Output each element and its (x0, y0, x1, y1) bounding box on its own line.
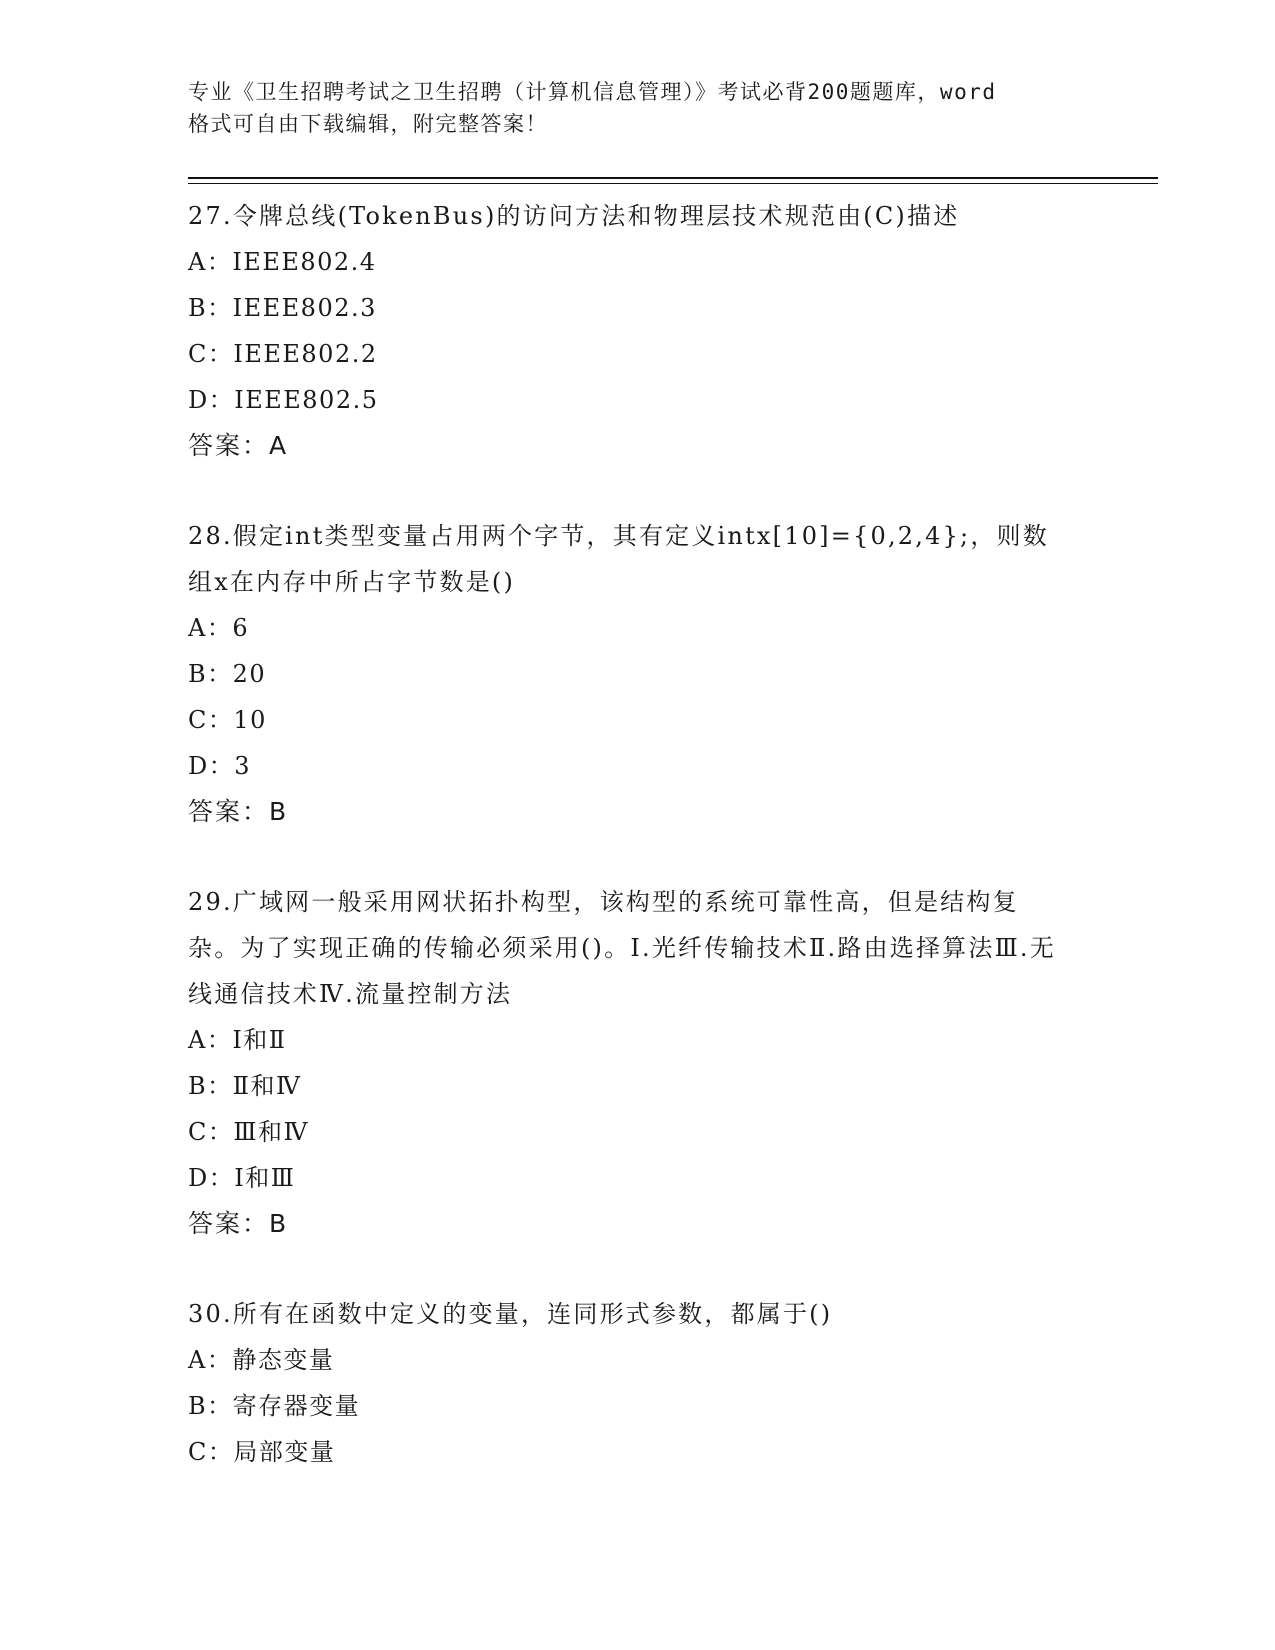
option-c: C：Ⅲ和Ⅳ (188, 1118, 309, 1146)
question-list (188, 193, 1158, 1475)
question-27 (188, 193, 1158, 469)
answer-line (188, 789, 1158, 835)
option-c: C：10 (188, 706, 267, 734)
question-text: 28.假定int类型变量占用两个字节，其有定义intx[10]={0,2,4};，则数组x在内存中所占字节数是() (188, 522, 1049, 596)
header-divider-thin (188, 183, 1158, 184)
question-30 (188, 1291, 1158, 1475)
answer-label: 答案： (188, 1209, 270, 1238)
option-a: A：静态变量 (188, 1346, 335, 1374)
question-29 (188, 879, 1158, 1247)
option-c: C：IEEE802.2 (188, 340, 378, 368)
answer-label: 答案： (188, 431, 270, 460)
option-a: A：Ⅰ和Ⅱ (188, 1026, 287, 1054)
option-d: D：3 (188, 752, 252, 780)
header-line-1: 专业《卫生招聘考试之卫生招聘（计算机信息管理）》考试必背200题题库，word (188, 80, 997, 104)
document-header (188, 76, 1088, 140)
question-text: 27.令牌总线(TokenBus)的访问方法和物理层技术规范由(C)描述 (188, 202, 960, 230)
option-b: B：寄存器变量 (188, 1392, 361, 1420)
question-text: 30.所有在函数中定义的变量，连同形式参数，都属于() (188, 1300, 833, 1328)
option-b: B：20 (188, 660, 267, 688)
question-28 (188, 513, 1158, 835)
answer-value: B (269, 797, 287, 826)
option-d: D：Ⅰ和Ⅲ (188, 1164, 296, 1192)
answer-value: B (269, 1209, 287, 1238)
answer-value: A (269, 431, 287, 460)
header-line-2: 格式可自由下载编辑，附完整答案！ (188, 112, 548, 136)
option-d: D：IEEE802.5 (188, 386, 379, 414)
option-a: A：IEEE802.4 (188, 248, 377, 276)
header-divider-thick (188, 177, 1158, 179)
answer-line (188, 1201, 1158, 1247)
option-b: B：Ⅱ和Ⅳ (188, 1072, 302, 1100)
option-b: B：IEEE802.3 (188, 294, 377, 322)
answer-label: 答案： (188, 797, 270, 826)
option-a: A：6 (188, 614, 250, 642)
question-text: 29.广域网一般采用网状拓扑构型，该构型的系统可靠性高，但是结构复杂。为了实现正确的传输必须采用()。Ⅰ.光纤传输技术Ⅱ.路由选择算法Ⅲ.无线通信技术Ⅳ.流量控制方法 (188, 888, 1056, 1008)
answer-line (188, 423, 1158, 469)
option-c: C：局部变量 (188, 1438, 336, 1466)
